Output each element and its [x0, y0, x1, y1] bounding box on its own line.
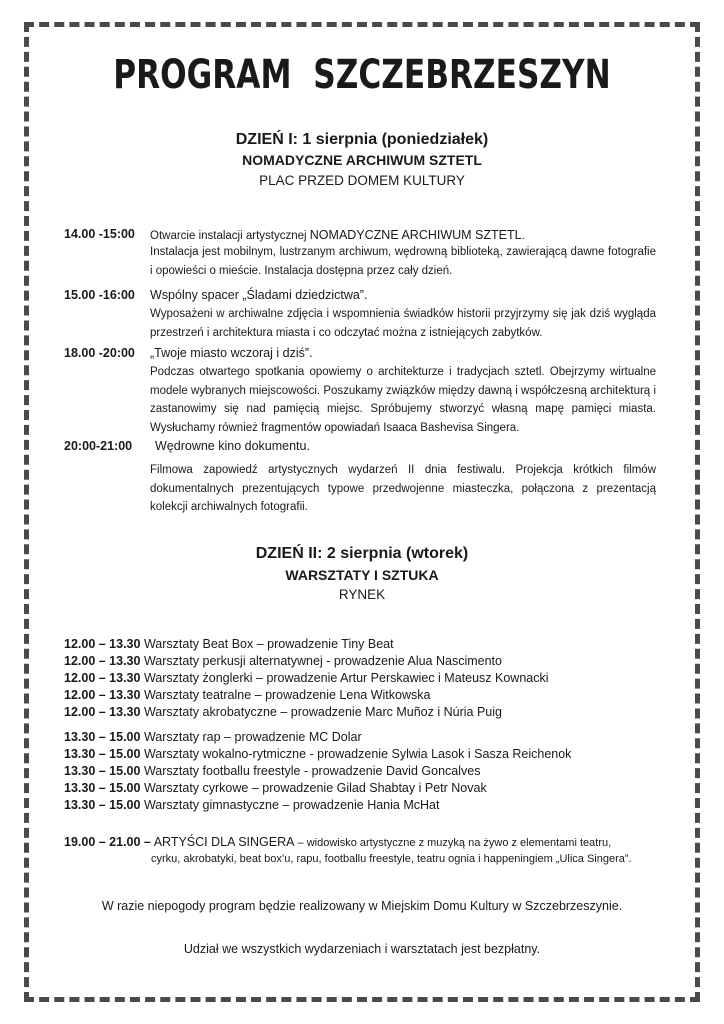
workshop-row: 13.30 – 15.00 Warsztaty rap – prowadzenie MC Dolar	[64, 730, 362, 744]
event-description: Podczas otwartego spotkania opowiemy o architekturze i tradycjach sztetl. Obejrzymy wirtualne modele wybranych miejscowości. Poszukamy związków między dawną i współczesną architekturą i zastanowimy się nad pamięcią miejsc. Spróbujemy stworzyć własną mapę pamięci miasta. Wysłuchamy również fragmentów opowiadań Isaaca Bashevisa Singera.	[150, 366, 656, 434]
event-description: Instalacja jest mobilnym, lustrzanym archiwum, wędrowną biblioteką, zawierającą dawne fotografie i opowieści o mieście. Instalacja dostępna przez cały dzień.	[150, 246, 656, 277]
event-title: Otwarcie instalacji artystycznej NOMADYCZNE ARCHIWUM SZTETL.	[150, 228, 525, 242]
free-entry-note: Udział we wszystkich wydarzeniach i warsztatach jest bezpłatny.	[183, 942, 541, 956]
day2-place: RYNEK	[338, 587, 386, 602]
event-time: 18.00 -20:00	[64, 346, 135, 360]
day1-subtitle: NOMADYCZNE ARCHIWUM SZTETL	[242, 152, 482, 168]
day2-heading: DZIEŃ II: 2 sierpnia (wtorek)	[255, 545, 469, 562]
event-description: Filmowa zapowiedź artystycznych wydarzeń II dnia festiwalu. Projekcja krótkich filmów dokumentalnych prezentujących typowe przedwojenne miasteczka, połączona z prezentacją kolekcji archiwalnych fotografii.	[150, 464, 656, 513]
workshop-row: 13.30 – 15.00 Warsztaty gimnastyczne – prowadzenie Hania McHat	[64, 798, 440, 812]
workshop-row: 12.00 – 13.30 Warsztaty żonglerki – prowadzenie Artur Perskawiec i Mateusz Kownacki	[64, 671, 549, 685]
workshop-row: 13.30 – 15.00 Warsztaty cyrkowe – prowadzenie Gilad Shabtay i Petr Novak	[64, 781, 487, 795]
event-description: Wyposażeni w archiwalne zdjęcia i wspomnienia świadków historii przyjrzymy się jak dziś wygląda przestrzeń i architektura miasta i co odczytać można z istniejących zabytków.	[150, 308, 656, 339]
day1-place: PLAC PRZED DOMEM KULTURY	[259, 173, 465, 188]
event-title: „Twoje miasto wczoraj i dziś”.	[150, 346, 313, 360]
final-event: 19.00 – 21.00 – ARTYŚCI DLA SINGERA – widowisko artystyczne z muzyką na żywo z elementami teatru,	[64, 835, 612, 849]
event-title: Wędrowne kino dokumentu.	[155, 439, 310, 453]
workshop-row: 13.30 – 15.00 Warsztaty wokalno-rytmiczne - prowadzenie Sylwia Lasok i Sasza Reichenok	[64, 747, 572, 761]
event-time: 15.00 -16:00	[64, 288, 135, 302]
final-event-description: cyrku, akrobatyki, beat box’u, rapu, footballu freestyle, teatru ognia i happeningiem „Ulica Singera”.	[151, 853, 632, 865]
day2-subtitle: WARSZTATY I SZTUKA	[285, 567, 439, 583]
page-title: PROGRAM SZCZEBRZESZYN	[113, 52, 611, 98]
workshop-row: 12.00 – 13.30 Warsztaty perkusji alternatywnej - prowadzenie Alua Nascimento	[64, 654, 502, 668]
workshop-row: 12.00 – 13.30 Warsztaty Beat Box – prowadzenie Tiny Beat	[64, 637, 394, 651]
workshop-row: 12.00 – 13.30 Warsztaty teatralne – prowadzenie Lena Witkowska	[64, 688, 431, 702]
event-time: 20:00-21:00	[64, 439, 133, 453]
workshop-row: 13.30 – 15.00 Warsztaty footballu freestyle - prowadzenie David Goncalves	[64, 764, 481, 778]
workshop-row: 12.00 – 13.30 Warsztaty akrobatyczne – prowadzenie Marc Muñoz i Núria Puig	[64, 705, 502, 719]
event-time: 14.00 -15:00	[64, 227, 135, 241]
day1-heading: DZIEŃ I: 1 sierpnia (poniedziałek)	[235, 131, 489, 148]
event-title: Wspólny spacer „Śladami dziedzictwa”.	[150, 288, 368, 302]
weather-note: W razie niepogody program będzie realizowany w Miejskim Domu Kultury w Szczebrzeszynie.	[101, 899, 623, 913]
